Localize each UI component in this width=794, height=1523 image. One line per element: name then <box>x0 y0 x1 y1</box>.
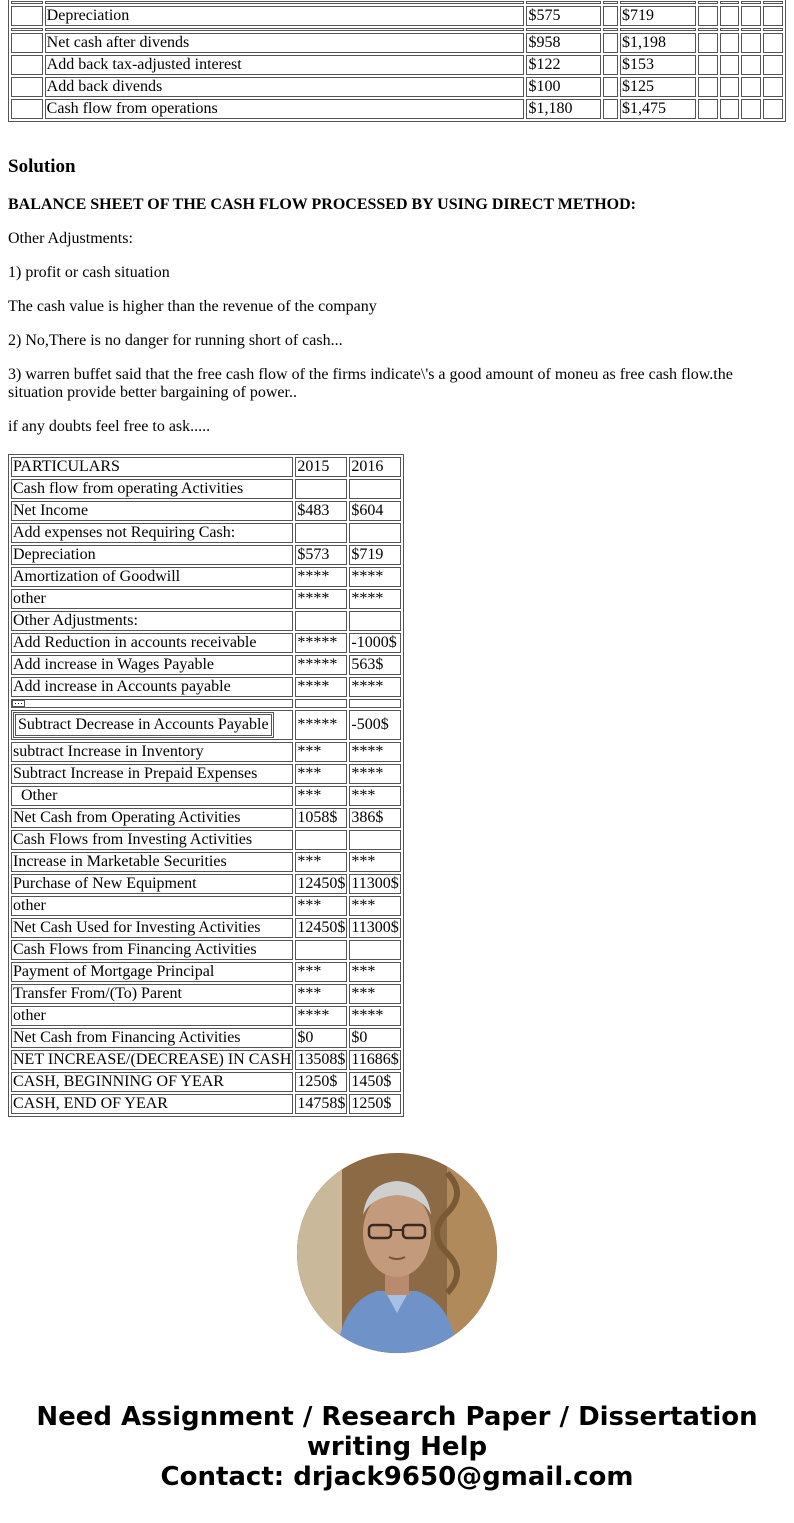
paragraph: 2) No,There is no danger for running short of cash... <box>8 332 343 349</box>
value-2016: **** <box>349 742 400 762</box>
table-row <box>11 852 401 872</box>
row-label: Cash Flows from Investing Activities <box>11 830 293 850</box>
row-label: Purchase of New Equipment <box>11 874 293 894</box>
table-row <box>11 808 401 828</box>
row-label: Add Reduction in accounts receivable <box>11 633 293 653</box>
table-row <box>11 77 783 97</box>
value-2016: -500$ <box>349 710 400 740</box>
value-2015: *** <box>295 742 347 762</box>
value-2016: $604 <box>349 501 400 521</box>
row-label: Other Adjustments: <box>11 611 293 631</box>
row-label: Depreciation <box>11 545 293 565</box>
table-row <box>11 677 401 697</box>
row-label: subtract Increase in Inventory <box>11 742 293 762</box>
value-2015: **** <box>295 589 347 609</box>
value-2016 <box>349 940 400 960</box>
row-label: Cash Flows from Financing Activities <box>11 940 293 960</box>
row-label: Add increase in Wages Payable <box>11 655 293 675</box>
row-label: Net Income <box>11 501 293 521</box>
rows-group-a <box>11 479 401 697</box>
row-value: $125 <box>620 77 696 97</box>
spacer-row <box>11 1 783 4</box>
table-row <box>11 1072 401 1092</box>
row-label: Net cash after divends <box>45 33 525 53</box>
row-value: $122 <box>526 55 601 75</box>
row-value: $1,180 <box>526 99 601 119</box>
row-value: $1,198 <box>620 33 696 53</box>
table-row <box>11 501 401 521</box>
header-particulars: PARTICULARS <box>11 457 293 477</box>
value-2015: $573 <box>295 545 347 565</box>
table-row <box>11 567 401 587</box>
value-2016 <box>349 830 400 850</box>
row-label: Add increase in Accounts payable <box>11 677 293 697</box>
table-row <box>11 786 401 806</box>
solution-heading: Solution <box>8 156 76 177</box>
row-label: Transfer From/(To) Parent <box>11 984 293 1004</box>
row-label: Net Cash from Operating Activities <box>11 808 293 828</box>
value-2015 <box>295 479 347 499</box>
table-row <box>11 1028 401 1048</box>
value-2016: 1450$ <box>349 1072 400 1092</box>
table-row <box>11 589 401 609</box>
value-2015 <box>295 830 347 850</box>
avatar <box>297 1153 497 1353</box>
value-2015: 12450$ <box>297 875 346 892</box>
paragraph: 3) warren buffet said that the free cash flow of the firms indicate\'s a good amount of moneu as free cash flow.the situation provide better bargaining of power.. <box>8 366 733 401</box>
paragraph: The cash value is higher than the revenue of the company <box>8 298 377 315</box>
row-label: Net Cash from Financing Activities <box>11 1028 293 1048</box>
solution-title: BALANCE SHEET OF THE CASH FLOW PROCESSED BY USING DIRECT METHOD: <box>8 196 636 213</box>
row-label: other <box>11 1006 293 1026</box>
value-2016: 11300$ <box>351 919 399 936</box>
value-2016: **** <box>349 589 400 609</box>
table-row <box>11 742 401 762</box>
value-2016: *** <box>349 852 400 872</box>
value-2016 <box>349 523 400 543</box>
person-photo-icon <box>297 1153 497 1353</box>
row-label: Other <box>11 786 293 806</box>
boxed-label: Subtract Decrease in Accounts Payable <box>13 712 274 738</box>
value-2015: $483 <box>295 501 347 521</box>
table-row <box>11 655 401 675</box>
table-row <box>11 764 401 784</box>
row-label: Amortization of Goodwill <box>11 567 293 587</box>
banner-line-2: writing Help <box>306 1432 488 1462</box>
table-row <box>11 984 401 1004</box>
value-2016: 386$ <box>349 808 400 828</box>
cash-flow-statement-table <box>8 454 404 1117</box>
row-label: Cash flow from operating Activities <box>11 479 293 499</box>
table-row <box>11 633 401 653</box>
value-2015: 1058$ <box>295 808 347 828</box>
value-2015 <box>295 940 347 960</box>
table-row <box>11 940 401 960</box>
row-label: NET INCREASE/(DECREASE) IN CASH <box>13 1051 292 1068</box>
value-2016: **** <box>349 677 400 697</box>
row-label: Depreciation <box>45 6 525 26</box>
header-2016: 2016 <box>349 457 400 477</box>
table-row <box>11 479 401 499</box>
value-2015: $0 <box>295 1028 347 1048</box>
row-value: $1,475 <box>620 99 696 119</box>
value-2015: **** <box>295 567 347 587</box>
table-row <box>11 545 401 565</box>
value-2015: **** <box>295 1006 347 1026</box>
value-2015: *** <box>295 764 347 784</box>
value-2015: 12450$ <box>297 919 346 936</box>
row-value: $575 <box>526 6 601 26</box>
table-row <box>11 874 401 894</box>
value-2016: $0 <box>349 1028 400 1048</box>
spacer-row <box>11 28 783 31</box>
paragraph: Other Adjustments: <box>8 230 133 247</box>
table-row <box>11 33 783 53</box>
value-2015: 13508$ <box>297 1051 346 1068</box>
value-2016: 11300$ <box>351 875 399 892</box>
row-value: $153 <box>620 55 696 75</box>
value-2016 <box>349 611 400 631</box>
value-2016: 563$ <box>349 655 400 675</box>
value-2016: *** <box>349 786 400 806</box>
value-2015: *** <box>295 786 347 806</box>
table-row <box>11 710 401 740</box>
more-icon: ⋯ <box>14 698 23 708</box>
table-row <box>11 1006 401 1026</box>
value-2016: **** <box>349 1006 400 1026</box>
value-2016: *** <box>349 984 400 1004</box>
row-value: $958 <box>526 33 601 53</box>
table-row <box>11 99 783 119</box>
rows-group-b <box>11 742 401 1114</box>
row-label: Increase in Marketable Securities <box>11 852 293 872</box>
table-row <box>11 918 401 938</box>
row-label: Cash flow from operations <box>45 99 525 119</box>
banner-contact-line: Contact: drjack9650@gmail.com <box>160 1462 634 1492</box>
value-2015: *** <box>295 896 347 916</box>
row-label: Add back tax-adjusted interest <box>45 55 525 75</box>
value-2015: **** <box>295 677 347 697</box>
value-2015: ***** <box>295 633 347 653</box>
row-label: Add back divends <box>45 77 525 97</box>
value-2016 <box>349 479 400 499</box>
ellipsis-row <box>11 699 401 708</box>
table-row <box>11 6 783 26</box>
value-2015 <box>295 611 347 631</box>
table-row <box>11 55 783 75</box>
row-value: $719 <box>620 6 696 26</box>
value-2016: -1000$ <box>349 633 400 653</box>
value-2016: *** <box>349 962 400 982</box>
value-2016: *** <box>349 896 400 916</box>
top-cashflow-table <box>8 0 786 122</box>
row-label: other <box>11 896 293 916</box>
row-label: Add expenses not Requiring Cash: <box>11 523 293 543</box>
value-2015 <box>295 523 347 543</box>
value-2015: 14758$ <box>297 1095 346 1112</box>
value-2016: $719 <box>349 545 400 565</box>
value-2015: 1250$ <box>295 1072 347 1092</box>
table-row <box>11 830 401 850</box>
header-row <box>11 457 401 477</box>
value-2015: ***** <box>295 710 347 740</box>
row-label: Net Cash Used for Investing Activities <box>11 918 293 938</box>
value-2015: *** <box>295 962 347 982</box>
row-label: CASH, BEGINNING OF YEAR <box>11 1072 293 1092</box>
row-label: Payment of Mortgage Principal <box>11 962 293 982</box>
value-2015: *** <box>295 984 347 1004</box>
table-row <box>11 523 401 543</box>
table-row <box>11 1094 401 1114</box>
value-2016: 1250$ <box>349 1094 400 1114</box>
table-row <box>11 1050 401 1070</box>
row-label: Subtract Increase in Prepaid Expenses <box>11 764 293 784</box>
paragraph: if any doubts feel free to ask..... <box>8 418 211 435</box>
contact-banner <box>0 1402 794 1492</box>
value-2016: **** <box>349 764 400 784</box>
table-row <box>11 962 401 982</box>
paragraph: 1) profit or cash situation <box>8 264 170 281</box>
table-row <box>11 611 401 631</box>
row-label: other <box>11 589 293 609</box>
row-value: $100 <box>526 77 601 97</box>
table-row <box>11 896 401 916</box>
row-label: CASH, END OF YEAR <box>11 1094 293 1114</box>
header-2015: 2015 <box>295 457 347 477</box>
value-2016: **** <box>349 567 400 587</box>
solution-section <box>8 156 778 452</box>
value-2016: 11686$ <box>351 1051 399 1068</box>
value-2015: ***** <box>295 655 347 675</box>
value-2015: *** <box>295 852 347 872</box>
banner-line-1: Need Assignment / Research Paper / Dissertation <box>36 1402 758 1432</box>
